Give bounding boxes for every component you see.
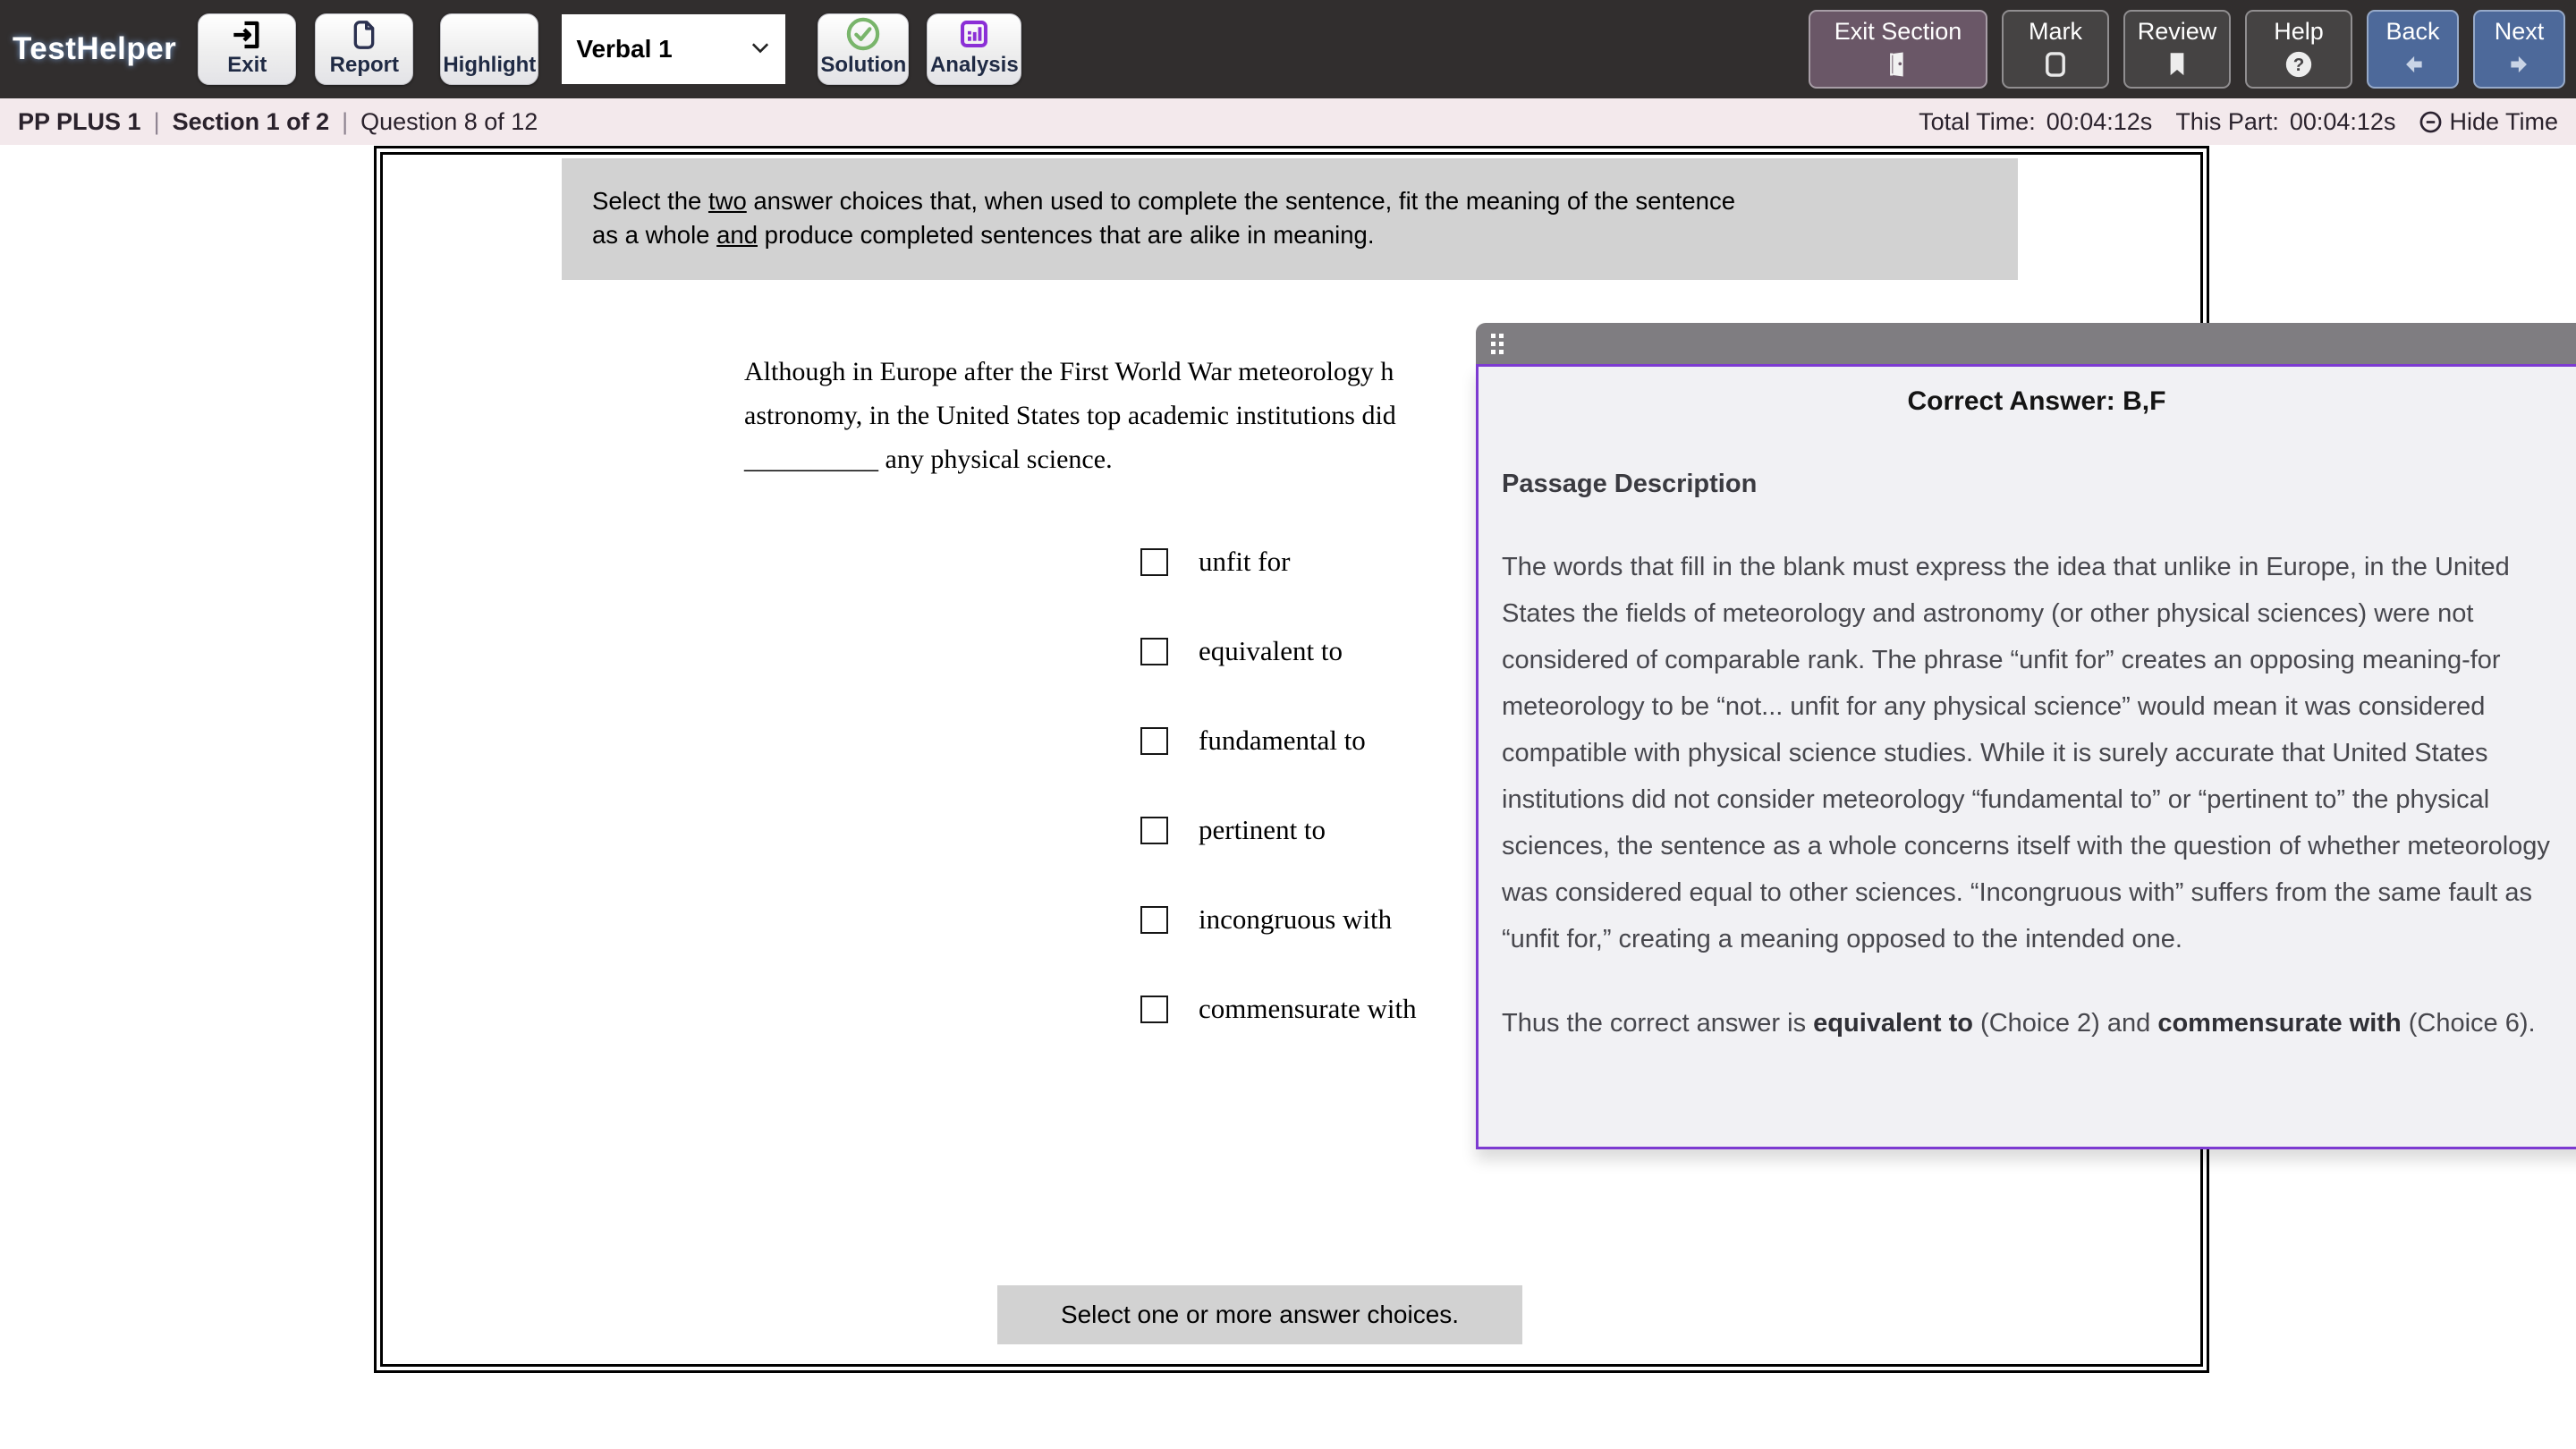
choice-label: unfit for [1199,546,1291,577]
back-button-label: Back [2385,18,2440,45]
choice-label: equivalent to [1199,635,1343,666]
next-button-label: Next [2494,18,2545,45]
circle-minus-icon [2419,110,2443,134]
question-progress: Question 8 of 12 [360,107,538,135]
separator: | [342,107,349,135]
analysis-button[interactable] [927,13,1021,85]
conclusion-paragraph: Thus the correct answer is equivalent to (Choice 2) and commensurate with (Choice 6). [1502,1009,2536,1038]
test-name: PP PLUS 1 [18,107,141,135]
choice-label: commensurate with [1199,993,1417,1024]
app-toolbar [0,0,2576,98]
section-progress: Section 1 of 2 [172,107,330,135]
exit-button[interactable] [198,13,296,85]
highlight-button-label: Highlight [443,53,537,77]
question-icon [2284,48,2314,80]
help-button[interactable] [2245,10,2352,89]
arrow-left-icon [2398,48,2428,80]
correct-answer-text: Correct Answer: B,F [1907,386,2166,416]
solution-button-label: Solution [820,53,907,77]
exit-button-label: Exit [227,53,267,77]
app-logo: TestHelper [13,31,177,66]
check-circle-icon [844,15,882,53]
passage-line: __________ any physical science. [744,445,1113,474]
next-button[interactable] [2473,10,2565,89]
choice-label: fundamental to [1199,724,1366,756]
nav-button-group [1809,10,2565,89]
report-button-label: Report [329,53,399,77]
exit-section-button[interactable] [1809,10,1987,89]
passage-line: Although in Europe after the First World War meteorology h [744,357,1394,386]
solution-panel-titlebar[interactable] [1476,323,2576,364]
passage-description-title: Passage Description [1502,470,1758,498]
timer-group [1919,108,2558,136]
solution-panel-body [1476,364,2576,1149]
part-time-label: This Part: [2175,107,2279,135]
passage-line: astronomy, in the United States top academic institutions did [744,401,1396,430]
square-outline-icon [2040,48,2071,80]
choice-checkbox[interactable] [1140,548,1168,576]
highlight-button[interactable] [440,13,538,85]
choice-row[interactable] [1140,517,1417,606]
choice-label: pertinent to [1199,814,1326,845]
choice-checkbox[interactable] [1140,817,1168,844]
total-time-label: Total Time: [1919,107,2036,135]
separator: | [153,107,160,135]
back-button[interactable] [2367,10,2459,89]
answer-choices [1140,517,1417,1054]
arrow-right-icon [2504,48,2535,80]
section-dropdown-value: Verbal 1 [576,35,673,63]
choice-row[interactable] [1140,606,1417,696]
analysis-button-label: Analysis [929,53,1019,77]
solution-panel [1476,323,2576,1149]
hide-time-label: Hide Time [2449,107,2558,135]
choice-checkbox[interactable] [1140,638,1168,665]
section-dropdown[interactable] [562,14,785,84]
choice-row[interactable] [1140,785,1417,875]
choice-checkbox[interactable] [1140,996,1168,1023]
solution-button[interactable] [818,13,909,85]
choice-checkbox[interactable] [1140,727,1168,755]
document-icon [346,17,382,53]
choice-label: incongruous with [1199,903,1393,935]
choice-row[interactable] [1140,875,1417,964]
choice-row[interactable] [1140,964,1417,1054]
bookmark-icon [2162,48,2192,80]
report-button[interactable] [315,13,413,85]
question-prompt: Select the two answer choices that, when used to complete the sentence, fit the meaning of the sentence as a whole and produce completed sentences that are alike in meaning. [562,158,2018,280]
answer-instruction: Select one or more answer choices. [997,1285,1522,1344]
drag-handle-icon[interactable] [1491,334,1504,354]
logout-icon [229,17,265,53]
mark-button-label: Mark [2029,18,2082,45]
review-button[interactable] [2123,10,2231,89]
door-icon [1883,48,1913,80]
choice-row[interactable] [1140,696,1417,785]
mark-button[interactable] [2002,10,2109,89]
chevron-down-icon [748,35,773,64]
svg-text:?: ? [2292,55,2305,76]
review-button-label: Review [2137,18,2217,45]
choice-checkbox[interactable] [1140,906,1168,934]
total-time-value: 00:04:12s [2046,107,2153,135]
hide-time-button[interactable] [2419,108,2558,136]
exit-section-button-label: Exit Section [1834,18,1962,45]
explanation-paragraph: The words that fill in the blank must express the idea that unlike in Europe, in the United States the fields of meteorology and astronomy (or other physical sciences) were not considered of comparable rank. The phrase “unfit for” creates an opposing meaning-for meteorology to be “not... unfit for any physical science” would mean it was considered compatible with physical science studies. While it is surely accurate that United States institutions did not consider meteorology “fundamental to” or “pertinent to” the physical sciences, the sentence as a whole concerns itself with the question of whether meteorology was considered equal to other sciences. “Incongruous with” suffers from the same fault as “unfit for,” creating a meaning opposed to the intended one. [1502,553,2550,953]
help-button-label: Help [2274,18,2324,45]
status-bar [0,98,2576,145]
bar-chart-icon [955,15,993,53]
part-time-value: 00:04:12s [2289,107,2396,135]
